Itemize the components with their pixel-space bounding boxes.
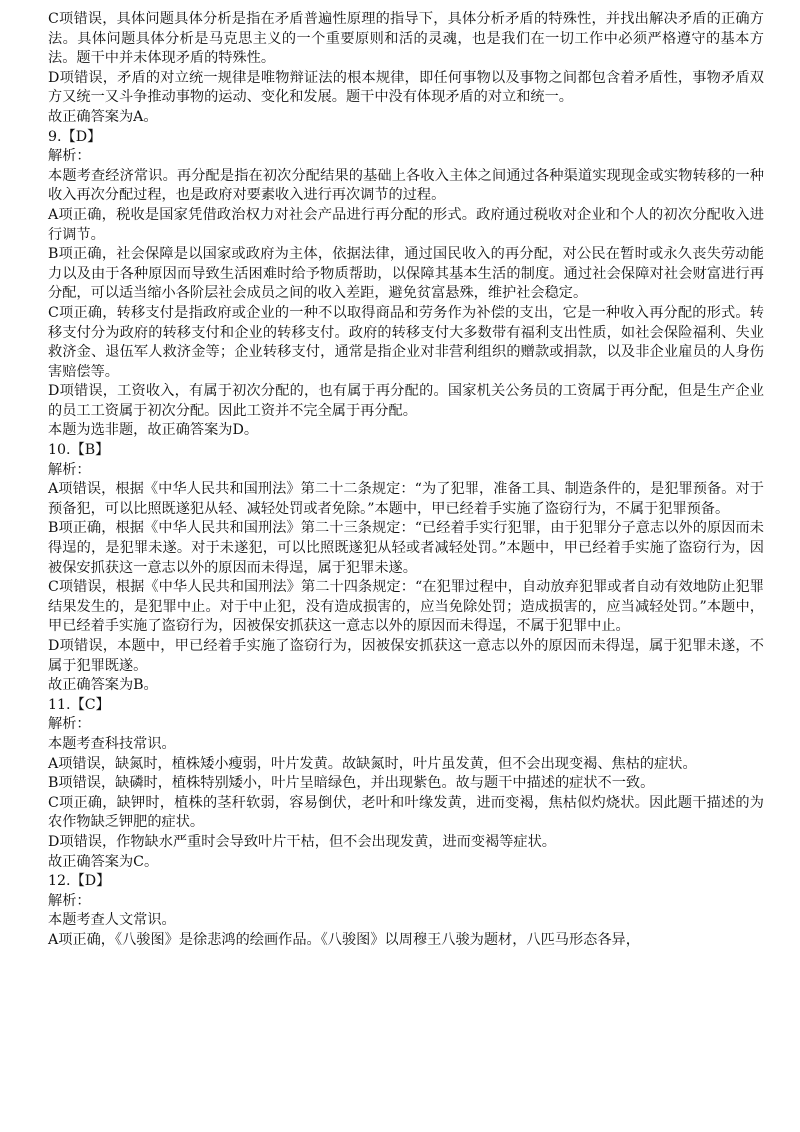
- question-number: 10.【B】: [48, 442, 110, 459]
- text-line: C项正确，缺钾时，植株的茎秆软弱，容易倒伏，老叶和叶缘发黄，进而变褐，焦枯似灼烧状。因此题干描述的为农作物缺乏钾肥的症状。: [48, 794, 764, 831]
- analysis-heading: 解析：: [48, 716, 91, 733]
- text-line: C项错误，根据《中华人民共和国刑法》第二十四条规定：“在犯罪过程中，自动放弃犯罪或者自动有效地防止犯罪结果发生的，是犯罪中止。对于中止犯，没有造成损害的，应当免除处罚；造成损害的，应当减轻处罚。”本题中，甲已经着手实施了盗窃行为，因被保安抓获这一意志以外的原因而未得逞，不属于犯罪中止。: [48, 579, 764, 635]
- text-line: 故正确答案为C。: [48, 853, 159, 870]
- question-number: 12.【D】: [48, 873, 111, 890]
- analysis-heading: 解析：: [48, 148, 91, 165]
- text-line: C项正确，转移支付是指政府或企业的一种不以取得商品和劳务作为补偿的支出，它是一种收入再分配的形式。转移支付分为政府的转移支付和企业的转移支付。政府的转移支付大多数带有福利支出性质，如社会保险福利、失业救济金、退伍军人救济金等；企业转移支付，通常是指企业对非营利组织的赠款或捐款，以及非企业雇员的人身伤害赔偿等。: [48, 304, 764, 380]
- text-line: C项错误，具体问题具体分析是指在矛盾普遍性原理的指导下，具体分析矛盾的特殊性，并找出解决矛盾的正确方法。具体问题具体分析是马克思主义的一个重要原则和活的灵魂，也是我们在一切工作中必须严格遵守的基本方法。题干中并未体现矛盾的特殊性。: [48, 11, 764, 67]
- text-line: B项正确，根据《中华人民共和国刑法》第二十三条规定：“已经着手实行犯罪，由于犯罪分子意志以外的原因而未得逞的，是犯罪未遂。对于未遂犯，可以比照既遂犯从轻或者减轻处罚。”本题中，甲已经着手实施了盗窃行为，因被保安抓获这一意志以外的原因而未得逞，属于犯罪未遂。: [48, 520, 764, 576]
- text-line: A项错误，根据《中华人民共和国刑法》第二十二条规定：“为了犯罪，准备工具、制造条件的，是犯罪预备。对于预备犯，可以比照既遂犯从轻、减轻处罚或者免除。”本题中，甲已经着手实施了盗窃行为，不属于犯罪预备。: [48, 481, 764, 517]
- text-line: 本题考查科技常识。: [48, 735, 176, 752]
- analysis-heading: 解析：: [48, 892, 91, 909]
- text-line: A项正确，《八骏图》是徐悲鸿的绘画作品。《八骏图》以周穆王八骏为题材，八匹马形态各异，: [48, 931, 640, 948]
- text-line: D项错误，工资收入，有属于初次分配的，也有属于再分配的。国家机关公务员的工资属于再分配，但是生产企业的员工工资属于初次分配。因此工资并不完全属于再分配。: [48, 383, 764, 419]
- text-line: A项错误，缺氮时，植株矮小瘦弱，叶片发黄。故缺氮时，叶片虽发黄，但不会出现变褐、焦枯的症状。: [48, 755, 697, 772]
- text-line: 故正确答案为B。: [48, 677, 158, 694]
- text-line: D项错误，本题中，甲已经着手实施了盗窃行为，因被保安抓获这一意志以外的原因而未得逞，属于犯罪未遂，不属于犯罪既遂。: [48, 638, 764, 674]
- text-line: 本题考查经济常识。再分配是指在初次分配结果的基础上各收入主体之间通过各种渠道实现现金或实物转移的一种收入再次分配过程，也是政府对要素收入进行再次调节的过程。: [48, 167, 764, 204]
- text-line: B项正确，社会保障是以国家或政府为主体，依据法律，通过国民收入的再分配，对公民在暂时或永久丧失劳动能力以及由于各种原因而导致生活困难时给予物质帮助，以保障其基本生活的制度。通过社会保障对社会财富进行再分配，可以适当缩小各阶层社会成员之间的收入差距，避免贫富悬殊，维护社会稳定。: [48, 246, 764, 302]
- analysis-heading: 解析：: [48, 461, 91, 478]
- text-line: D项错误，作物缺水严重时会导致叶片干枯，但不会出现发黄，进而变褐等症状。: [48, 833, 556, 850]
- text-line: 本题为选非题，故正确答案为D。: [48, 422, 259, 439]
- question-number: 11.【C】: [48, 696, 110, 713]
- text-line: B项错误，缺磷时，植株特别矮小，叶片呈暗绿色，并出现紫色。故与题干中描述的症状不一致。: [48, 775, 655, 792]
- text-line: 本题考查人文常识。: [48, 912, 176, 929]
- question-number: 9.【D】: [48, 128, 102, 145]
- text-line: 故正确答案为A。: [48, 108, 158, 125]
- text-line: D项错误，矛盾的对立统一规律是唯物辩证法的根本规律，即任何事物以及事物之间都包含着矛盾性，事物矛盾双方又统一又斗争推动事物的运动、变化和发展。题干中没有体现矛盾的对立和统一。: [48, 69, 764, 106]
- answer-explanation-document: [48, 10, 764, 951]
- text-line: A项正确，税收是国家凭借政治权力对社会产品进行再分配的形式。政府通过税收对企业和个人的初次分配收入进行调节。: [48, 206, 764, 243]
